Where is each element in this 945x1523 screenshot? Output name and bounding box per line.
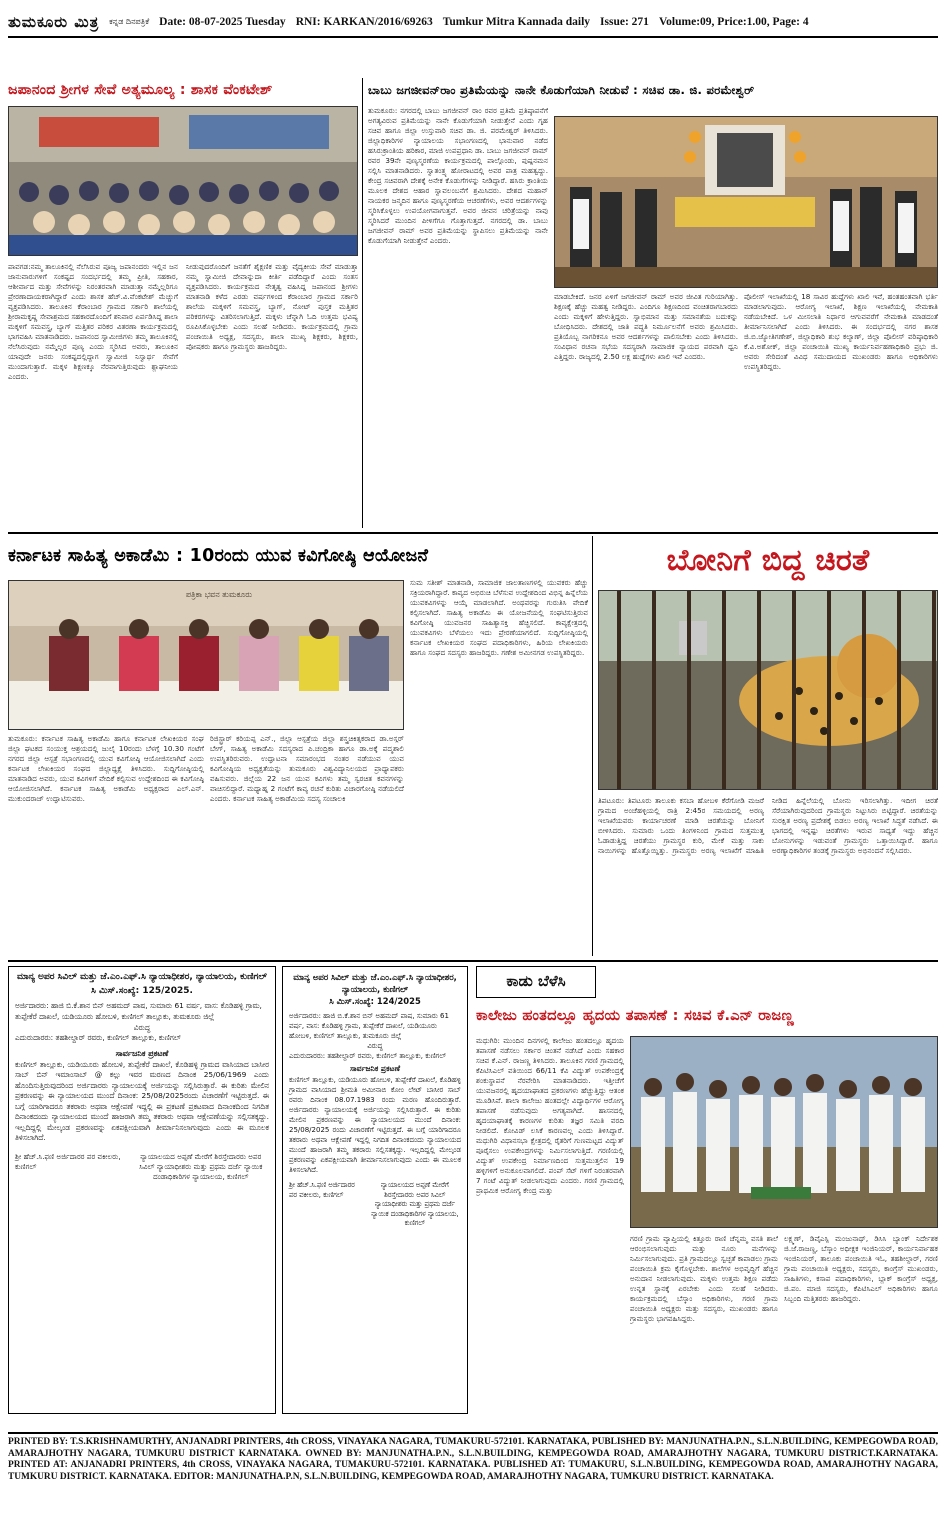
notice-1-case-number: ಸಿ ಮಿಸ್.ಸಂಖ್ಯೆ: 125/2025. (91, 986, 193, 996)
notice-2-body: ಕುಣಿಗಲ್ ತಾಲ್ಲೂಕು, ಯಡಿಯೂರು ಹೋಬಳಿ, ತುಪ್ಪೇಕೆರೆ ದಾಖಲೆ, ಕೊಡಿಹಳ್ಳಿ ಗ್ರಾಮದ ವಾಸಿಯಾದ ಶ್ರೀಮತಿ ಅಮೀನಾಬಿ ಕೋಂ ಲೇಟ್ ಬಾಸೀರ ಸಾಬ್ ರವರು ದಿನಾಂಕ 08.07.1983 ರಂದು ಮರಣ ಹೊಂದಿರುತ್ತಾರೆ. ಅರ್ಜಿದಾರರು ನ್ಯಾಯಾಲಯಕ್ಕೆ ಅರ್ಜಿಯನ್ನು ಸಲ್ಲಿಸಿರುತ್ತಾರೆ. ಈ ಕುರಿತು ಮೇಲಿನ ಪ್ರಕರಣವನ್ನು ಈ ನ್ಯಾಯಾಲಯದ ಮುಂದೆ ದಿನಾಂಕ: 25/08/2025 ರಂದು ವಿಚಾರಣೆಗೆ ಇಟ್ಟಿರುತ್ತದೆ. ಈ ಬಗ್ಗೆ ಯಾರಿಗಾದರೂ ತಕರಾರು ಅಥವಾ ಆಕ್ಷೇಪಣೆ ಇದ್ದಲ್ಲಿ ನಿಗದಿತ ದಿನಾಂಕದಂದು ನ್ಯಾಯಾಲಯದ ಮುಂದೆ ಹಾಜರಾಗಿ ತಮ್ಮ ತಕರಾರು ಸಲ್ಲಿಸತಕ್ಕದ್ದು. ಇಲ್ಲದಿದ್ದಲ್ಲಿ ಮೇಲ್ಕಂಡ ಪ್ರಕರಣವನ್ನು ಏಕಪಕ್ಷೀಯವಾಗಿ ತೀರ್ಮಾನಿಸಲಾಗುವುದು ಎಂದು ಈ ಮೂಲಕ ತಿಳಿಸಲಾಗಿದೆ. (289, 1076, 461, 1174)
article-4-photo (598, 590, 938, 790)
volume-price-page: Volume:09, Price:1.00, Page: 4 (658, 16, 809, 28)
column-divider (592, 536, 593, 956)
notice-1-body: ಕುಣಿಗಲ್ ತಾಲ್ಲೂಕು, ಯಡಿಯೂರು ಹೋಬಳಿ, ತುಪ್ಪೇಕೆರೆ ದಾಖಲೆ, ಕೊಡಿಹಳ್ಳಿ ಗ್ರಾಮದ ವಾಸಿಯಾದ ಬಾಸೀರ ಸಾಬ್ ಬಿನ್ ಇಮಾಂಸಾಬ್ @ ಕಲ್ಲು ಇವರ ಮರಣದ ದಿನಾಂಕ 25/06/1969 ಎಂದು ಹೊಂದಿಸುತ್ತಿರುವುದರಿಂದ ಅರ್ಜಿದಾರರು ನ್ಯಾಯಾಲಯಕ್ಕೆ ಅರ್ಜಿಯನ್ನು ಸಲ್ಲಿಸಿರುತ್ತಾರೆ. ಈ ಕುರಿತು ಮೇಲಿನ ಪ್ರಕರಣವನ್ನು ಈ ನ್ಯಾಯಾಲಯದ ಮುಂದೆ ದಿನಾಂಕ: 25/08/2025ರಂದು ವಿಚಾರಣೆಗೆ ಇಟ್ಟಿರುತ್ತದೆ. ಈ ಬಗ್ಗೆ ಯಾರಿಗಾದರೂ ತಕರಾರು ಅಥವಾ ಆಕ್ಷೇಪಣೆ ಇದ್ದಲ್ಲಿ ಈ ಪ್ರಕಟಣೆ ಪ್ರಕಟವಾದ ದಿನಾಂಕದಿಂದ ನಿಗದಿತ ದಿನಾಂಕದಂದು ನ್ಯಾಯಾಲಯದ ಮುಂದೆ ಹಾಜರಾಗಿ ತಮ್ಮ ತಕರಾರು ಅಥವಾ ಆಕ್ಷೇಪಣೆಯನ್ನು ಸಲ್ಲಿಸತಕ್ಕದ್ದು. ಇಲ್ಲದಿದ್ದಲ್ಲಿ ಮೇಲ್ಕಂಡ ಪ್ರಕರಣವನ್ನು ಏಕಪಕ್ಷೀಯವಾಗಿ ತೀರ್ಮಾನಿಸಲಾಗುವುದು ಎಂದು ಈ ಮೂಲಕ ತಿಳಿಸಲಾಗಿದೆ. (15, 1059, 269, 1142)
article-1-headline: ಜಪಾನಂದ ಶ್ರೀಗಳ ಸೇವೆ ಅತ್ಯಮೂಲ್ಯ : ಶಾಸಕ ವೆಂಕಟೇಶ್ (8, 82, 273, 98)
article-3-column-3: ಸುಮ ಸತೀಶ್ ಮಾತನಾಡಿ, ಸಾಮಾಜಿಕ ಜಾಲತಾಣಗಳಲ್ಲಿ ಯುವಕರು ಹೆಚ್ಚು ಸಕ್ರಿಯರಾಗಿದ್ದಾರೆ. ಕಾವ್ಯದ ಅಭಿರುಚಿ ಬೆಳೆಸುವ ಉದ್ದೇಶದಿಂದ ವಿಭಿನ್ನ ಹಿನ್ನೆಲೆಯ ಯುವಕವಿಗಳನ್ನು ಆಯ್ಕೆ ಮಾಡಲಾಗಿದೆ. ಅಂಥವರನ್ನು ಗುರುತಿಸಿ ವೇದಿಕೆ ಕಲ್ಪಿಸಲಾಗಿದೆ. ಸಾಹಿತ್ಯ ಅಕಾಡೆಮಿ ಈ ಯೋಜನೆಯಲ್ಲಿ ಸಂಘಟಿಸುತ್ತಿರುವ ಕವಿಗೋಷ್ಠಿ ಯುವಜನರ ಸಾಹಿತ್ಯಾಸಕ್ತಿ ಹೆಚ್ಚಿಸಲಿದೆ. ಕಾವ್ಯಕ್ಷೇತ್ರದಲ್ಲಿ ಯುವಕವಿಗಳು ಬೆಳೆಯಲು ಇದು ಪ್ರೇರಣೆಯಾಗಲಿದೆ. ಸುದ್ದಿಗೋಷ್ಠಿಯಲ್ಲಿ ಕರ್ನಾಟಕ ಲೇಖಕಿಯರ ಸಂಘದ ಪದಾಧಿಕಾರಿಗಳು, ಹಿರಿಯ ಲೇಖಕಿಯರು ಹಾಗೂ ಸಂಘದ ಸದಸ್ಯರು ಹಾಜರಿದ್ದರು. ಗಣೇಶ ಅಮೀನಗಡ ಉಪಸ್ಥಿತರಿದ್ದರು. (410, 578, 588, 657)
notice-1-versus: ವಿರುದ್ಧ (133, 1023, 151, 1032)
notice-2-court: ಮಾನ್ಯ ಅಪರ ಸಿವಿಲ್ ಮತ್ತು ಜೆ.ಎಂ.ಎಫ್.ಸಿ ನ್ಯಾಯಾಧೀಶರ, ನ್ಯಾಯಾಲಯ, ಕುಣಿಗಲ್ (293, 972, 457, 994)
article-2-column-1: ತುಮಕೂರು: ನಗರದಲ್ಲಿ ಬಾಬು ಜಗಜೀವನ್ ರಾಂ ರವರ ಪ್ರತಿಮೆ ಪ್ರತಿಷ್ಠಾಪನೆಗೆ ಅಗತ್ಯವಿರುವ ಪ್ರತಿಮೆಯನ್ನು ನಾನೇ ಕೊಡುಗೆಯಾಗಿ ನೀಡುತ್ತೇನೆ ಎಂದು ಗೃಹ ಸಚಿವ ಹಾಗೂ ಜಿಲ್ಲಾ ಉಸ್ತುವಾರಿ ಸಚಿವ ಡಾ. ಜಿ. ಪರಮೇಶ್ವರ್ ತಿಳಿಸಿದರು. ಜಿಲ್ಲಾಧಿಕಾರಿಗಳ ನ್ಯಾಯಾಲಯ ಸಭಾಂಗಣದಲ್ಲಿ ಭಾನುವಾರ ನಡೆದ ಹಸಿರುಕ್ರಾಂತಿಯ ಹರಿಕಾರ, ಮಾಜಿ ಉಪಪ್ರಧಾನಿ ಡಾ. ಬಾಬು ಜಗಜೀವನ್ ರಾಮ್ ರವರ 39ನೇ ಪುಣ್ಯಸ್ಮರಣೆಯ ಕಾರ್ಯಕ್ರಮದಲ್ಲಿ ಪಾಲ್ಗೊಂಡು, ಪುಷ್ಪನಮನ ಸಲ್ಲಿಸಿ ಮಾತನಾಡಿದರು. ಸ್ವಾತಂತ್ರ್ಯ ಹೋರಾಟದಲ್ಲಿ ಅವರ ಪಾತ್ರ ಮಹತ್ವದ್ದು. ಕೇಂದ್ರ ಸಚಿವರಾಗಿ ದೇಶಕ್ಕೆ ಅನೇಕ ಕೊಡುಗೆಗಳನ್ನು ನೀಡಿದ್ದಾರೆ. ಹಸಿರು ಕ್ರಾಂತಿಯ ಮೂಲಕ ದೇಶದ ಆಹಾರ ಸ್ವಾವಲಂಬನೆಗೆ ಶ್ರಮಿಸಿದರು. ದೇಶದ ಮಹಾನ್ ನಾಯಕರ ಜನ್ಮದಿನ ಹಾಗೂ ಪುಣ್ಯಸ್ಮರಣೆಯ ಆಚರಣೆಗಳು, ಅವರ ಆದರ್ಶಗಳನ್ನು ಸ್ಮರಿಸಿಕೊಳ್ಳಲು ಉಪಯೋಗವಾಗುತ್ತವೆ. ಅವರ ಜೀವನ ಚರಿತ್ರೆಯನ್ನು ನಾವು ಸ್ಮರಿಸಿದರೆ ಮುಂದಿನ ಪೀಳಿಗೆಗೂ ಗೊತ್ತಾಗುತ್ತದೆ. ನಗರದಲ್ಲಿ ಡಾ. ಬಾಬು ಜಗಜೀವನ್ ರಾಮ್ ಅವರ ಪ್ರತಿಮೆಯನ್ನು ಸ್ಥಾಪಿಸಲು ಪ್ರತಿಮೆಯನ್ನು ನಾನೇ ಕೊಡುಗೆಯಾಗಿ ನೀಡುತ್ತೇನೆ ಎಂದರು. (368, 106, 548, 245)
article-5-photo (630, 1036, 938, 1228)
article-5-column-3: ಲಕ್ಷ್ಮಣ್, ಡಿವೈಎಸ್ಪಿ ಮಂಜುನಾಥ್, ಡಿಸಿಸಿ ಬ್ಯಾಂಕ್ ನಿರ್ದೇಶಕ ಜಿ.ಜೆ.ರಾಜಣ್ಣ, ಬೆಸ್ಕಾಂ ಅಧೀಕ್ಷಕ ಇಂಜಿನಿಯರ್, ಕಾರ್ಯನಿರ್ವಾಹಕ ಇಂಜಿನಿಯರ್, ತಾಲೂಕು ಪಂಚಾಯಿತಿ ಇಓ, ತಹಶೀಲ್ದಾರ್, ಗರಣಿ ಗ್ರಾಮ ಪಂಚಾಯಿತಿ ಅಧ್ಯಕ್ಷರು, ಸದಸ್ಯರು, ಕಾಂಗ್ರೆಸ್ ಮುಖಂಡರು, ಸಾಹಿತಿಗಳು, ಕಸಾಪ ಪದಾಧಿಕಾರಿಗಳು, ಬ್ಲಾಕ್ ಕಾಂಗ್ರೆಸ್ ಅಧ್ಯಕ್ಷ, ಜಿ.ಪಂ. ಮಾಜಿ ಸದಸ್ಯರು, ಕೆಪಿಟಿಸಿಎಲ್ ಅಧಿಕಾರಿಗಳು ಹಾಗೂ ಸಿಬ್ಬಂದಿ ಮತ್ತಿತರರು ಹಾಜರಿದ್ದರು. (784, 1234, 938, 1303)
article-3-headline: ಕರ್ನಾಟಕ ಸಾಹಿತ್ಯ ಅಕಾಡೆಮಿ : 10ರಂದು ಯುವ ಕವಿಗೋಷ್ಠಿ ಆಯೋಜನೆ (8, 546, 429, 566)
notice-1-court-sign: ನ್ಯಾಯಾಲಯದ ಅಪ್ಪಣೆ ಮೇರೆಗೆ ಶಿರಸ್ತೇದಾರರು ಅಪರ ಸಿವಿಲ್ ನ್ಯಾಯಾಧೀಶರು ಮತ್ತು ಪ್ರಥಮ ದರ್ಜೆ ನ್ಯಾಯಿಕ ದಂಡಾಧಿಕಾರಿಗಳ ನ್ಯಾಯಾಲಯ, ಕುಣಿಗಲ್ (139, 1151, 263, 1181)
notice-2-petitioner: ಅರ್ಜಿದಾರರು: ಹಾಜಿ ಬಿ.ಕೆ.ಶಾನ ಬಿನ್ ಅಹಮದ್ ಪಾಷ, ಸುಮಾರು 61 ವರ್ಷ, ವಾಸ: ಕೊಡಿಹಳ್ಳಿ ಗ್ರಾಮ, ತುಪ್ಪೇಕೆರೆ ದಾಖಲೆ, ಯಡಿಯೂರು ಹೋಬಳಿ, ಕುಣಿಗಲ್ ತಾಲ್ಲೂಕು, ತುಮಕೂರು ಜಿಲ್ಲೆ (289, 1012, 449, 1040)
article-2-column-2: ಮಾಡಬೇಕಿದೆ. ಜನರ ಏಳಿಗೆ ಜಗಜೀವನ್ ರಾಮ್ ಅವರ ಜೀವಿತ ಗುರಿಯಾಗಿತ್ತು. ಶಿಕ್ಷಣಕ್ಕೆ ಹೆಚ್ಚು ಮಹತ್ವ ನೀಡಿದ್ದರು. ಎಂದಿಗೂ ಶಿಕ್ಷಣದಿಂದ ವಂಚಿತರಾಗಬಾರದು ಎಂದು ಮಕ್ಕಳಿಗೆ ಹೇಳುತ್ತಿದ್ದರು. ಸ್ವಾಭಿಮಾನ ಮತ್ತು ಸಮಾನತೆಯ ಬದುಕನ್ನು ಬೋಧಿಸಿದರು. ದೇಶದಲ್ಲಿ ಜಾತಿ ಪದ್ಧತಿ ನಿರ್ಮೂಲನೆಗೆ ಅವರು ಶ್ರಮಿಸಿದರು. ಪ್ರತಿಯೊಬ್ಬ ನಾಗರಿಕನೂ ಅವರ ಆದರ್ಶಗಳನ್ನು ಪಾಲಿಸಬೇಕು ಎಂದು ತಿಳಿಸಿದರು. ಸಂವಿಧಾನ ರಚನಾ ಸಭೆಯ ಸದಸ್ಯರಾಗಿ ಸಾಮಾಜಿಕ ನ್ಯಾಯದ ಪರವಾಗಿ ಧ್ವನಿ ಎತ್ತಿದ್ದರು. ರಾಜ್ಯದಲ್ಲಿ 2.50 ಲಕ್ಷ ಹುದ್ದೆಗಳು ಖಾಲಿ ಇವೆ ಎಂದರು. (554, 292, 738, 361)
article-4-text: ತಿಪಟೂರು: ತಿಪಟೂರು ತಾಲೂಕು ಕಸಬಾ ಹೋಬಳಿ ಕೆರೆಗೋಡಿ ಮಜರೆ ಗ್ರಾಮದ ಅಂಚೆಹಳ್ಳಿಯಲ್ಲಿ ರಾತ್ರಿ 2:45ರ ಸಮಯದಲ್ಲಿ ಅರಣ್ಯ ಇಲಾಖೆಯವರು ಕಾರ್ಯಾಚರಣೆ ಮಾಡಿ ಚಿರತೆಯನ್ನು ಬೋನಿಗೆ ಬೀಳಿಸಿದರು. ಸುಮಾರು ಒಂದು ತಿಂಗಳಿನಿಂದ ಗ್ರಾಮದ ಸುತ್ತಮುತ್ತ ಓಡಾಡುತ್ತಿದ್ದ ಚಿರತೆಯು ಗ್ರಾಮಸ್ಥರ ಕುರಿ, ಮೇಕೆ ಮತ್ತು ಸಾಕು ನಾಯಿಗಳನ್ನು ಹೊತ್ತೊಯ್ದಿತ್ತು. ಗ್ರಾಮಸ್ಥರು ಅರಣ್ಯ ಇಲಾಖೆಗೆ ಮಾಹಿತಿ ನೀಡಿದ ಹಿನ್ನೆಲೆಯಲ್ಲಿ ಬೋನು ಇರಿಸಲಾಗಿತ್ತು. ಇದೀಗ ಚಿರತೆ ಸೆರೆಯಾಗಿರುವುದರಿಂದ ಗ್ರಾಮಸ್ಥರು ನಿಟ್ಟುಸಿರು ಬಿಟ್ಟಿದ್ದಾರೆ. ಚಿರತೆಯನ್ನು ಸುರಕ್ಷಿತ ಅರಣ್ಯ ಪ್ರದೇಶಕ್ಕೆ ಬಿಡಲು ಅರಣ್ಯ ಇಲಾಖೆ ಸಿದ್ಧತೆ ನಡೆಸಿದೆ. ಈ ಭಾಗದಲ್ಲಿ ಇನ್ನಷ್ಟು ಚಿರತೆಗಳು ಇರುವ ಸಾಧ್ಯತೆ ಇದ್ದು ಹೆಚ್ಚಿನ ಬೋನುಗಳನ್ನು ಇಡುವಂತೆ ಗ್ರಾಮಸ್ಥರು ಒತ್ತಾಯಿಸಿದ್ದಾರೆ. ಹಾಗೂ ಅರಣ್ಯಾಧಿಕಾರಿಗಳ ತಂಡಕ್ಕೆ ಗ್ರಾಮಸ್ಥರು ಅಭಿನಂದನೆ ಸಲ್ಲಿಸಿದರು. (598, 796, 938, 855)
leopard-cage-photo-graphic (599, 591, 938, 790)
notice-1-title: ಸಾರ್ವಜನಿಕ ಪ್ರಕಟಣೆ (115, 1048, 169, 1058)
notice-2-advocate: ಶ್ರೀ ಹೆಚ್.ಸಿ.ಫಣಿ ಅರ್ಜಿದಾರರ ಪರ ವಕೀಲರು, ಕುಣಿಗಲ್ (289, 1181, 355, 1199)
paper-name: Tumkur Mitra Kannada daily (442, 16, 591, 28)
article-5-column-1: ಮಧುಗಿರಿ: ಮುಂದಿನ ದಿನಗಳಲ್ಲಿ ಕಾಲೇಜು ಹಂತದಲ್ಲೂ ಹೃದಯ ತಪಾಸಣೆ ನಡೆಸಲು ಸರ್ಕಾರ ಚಿಂತನೆ ನಡೆಸಿದೆ ಎಂದು ಸಹಕಾರ ಸಚಿವ ಕೆ.ಎನ್. ರಾಜಣ್ಣ ತಿಳಿಸಿದರು. ತಾಲೂಕಿನ ಗರಣಿ ಗ್ರಾಮದಲ್ಲಿ ಕೆಪಿಟಿಸಿಎಲ್ ವತಿಯಿಂದ 66/11 ಕೆವಿ ವಿದ್ಯುತ್ ಉಪಕೇಂದ್ರಕ್ಕೆ ಶಂಕುಸ್ಥಾಪನೆ ನೆರವೇರಿಸಿ ಮಾತನಾಡಿದರು. ಇತ್ತೀಚೆಗೆ ಯುವಜನರಲ್ಲಿ ಹೃದಯಾಘಾತದ ಪ್ರಕರಣಗಳು ಹೆಚ್ಚುತ್ತಿದ್ದು ಆತಂಕ ಮೂಡಿಸಿವೆ. ಶಾಲಾ ಕಾಲೇಜು ಹಂತದಲ್ಲೇ ವಿದ್ಯಾರ್ಥಿಗಳ ಆರೋಗ್ಯ ತಪಾಸಣೆ ನಡೆಸುವುದು ಅಗತ್ಯವಾಗಿದೆ. ಹಾಸನದಲ್ಲಿ ಹೃದಯಾಘಾತಕ್ಕೆ ಕಾರಣಗಳ ಕುರಿತು ತಜ್ಞರ ಸಮಿತಿ ವರದಿ ನೀಡಲಿದೆ. ಕೋವಿಡ್ ಲಸಿಕೆ ಕಾರಣವಲ್ಲ ಎಂದು ತಿಳಿಸಿದ್ದಾರೆ. ಮಧುಗಿರಿ ವಿಧಾನಸಭಾ ಕ್ಷೇತ್ರದಲ್ಲಿ ರೈತರಿಗೆ ಗುಣಮಟ್ಟದ ವಿದ್ಯುತ್ ಪೂರೈಸಲು ಉಪಕೇಂದ್ರಗಳನ್ನು ನಿರ್ಮಿಸಲಾಗುತ್ತಿದೆ. ಗರಣಿಯಲ್ಲಿ ವಿದ್ಯುತ್ ಉಪಕೇಂದ್ರ ನಿರ್ಮಾಣದಿಂದ ಸುತ್ತಮುತ್ತಲಿನ 19 ಹಳ್ಳಿಗಳಿಗೆ ಅನುಕೂಲವಾಗಲಿದೆ. ಪಂಪ್ ಸೆಟ್ ಗಳಿಗೆ ನಿರಂತರವಾಗಿ 7 ಗಂಟೆ ವಿದ್ಯುತ್ ನೀಡಲಾಗುವುದು ಎಂದರು. ಗರಣಿ ಗ್ರಾಮದಲ್ಲಿ ಪ್ರಾಥಮಿಕ ಆರೋಗ್ಯ ಕೇಂದ್ರ ಮತ್ತು (476, 1036, 624, 1195)
article-2-photo (554, 116, 938, 288)
article-4-headline: ಬೋನಿಗೆ ಬಿದ್ದ ಚಿರತೆ (666, 543, 870, 578)
school-children-photo-graphic (9, 107, 358, 256)
notice-1-advocate: ಶ್ರೀ ಹೆಚ್.ಸಿ.ಫಣಿ ಅರ್ಜಿದಾರರ ಪರ ವಕೀಲರು, ಕುಣಿಗಲ್ (15, 1151, 121, 1171)
notice-1-respondent: ಎದುರುದಾರರು: ತಹಶೀಲ್ದಾರ್ ರವರು, ಕುಣಿಗಲ್ ತಾಲ್ಲೂಕು, ಕುಣಿಗಲ್ (15, 1033, 181, 1042)
article-3-column-1: ತುಮಕೂರು: ಕರ್ನಾಟಕ ಸಾಹಿತ್ಯ ಅಕಾಡೆಮಿ ಹಾಗೂ ಕರ್ನಾಟಕ ಲೇಖಕಿಯರ ಸಂಘ ಜಿಲ್ಲಾ ಘಟಕದ ಸಂಯುಕ್ತ ಆಶ್ರಯದಲ್ಲಿ ಜುಲೈ 10ರಂದು ಬೆಳಗ್ಗೆ 10.30 ಗಂಟೆಗೆ ನಗರದ ಜಿಲ್ಲಾ ಆಸ್ಪತ್ರೆ ಸಭಾಂಗಣದಲ್ಲಿ ಯುವ ಕವಿಗೋಷ್ಠಿ ಆಯೋಜಿಸಲಾಗಿದೆ ಎಂದು ಕರ್ನಾಟಕ ಲೇಖಕಿಯರ ಸಂಘದ ಜಿಲ್ಲಾಧ್ಯಕ್ಷೆ ತಿಳಿಸಿದರು. ಸುದ್ದಿಗೋಷ್ಠಿಯಲ್ಲಿ ಮಾತನಾಡಿದ ಅವರು, ಯುವ ಕವಿಗಳಿಗೆ ವೇದಿಕೆ ಕಲ್ಪಿಸುವ ಉದ್ದೇಶದಿಂದ ಈ ಕವಿಗೋಷ್ಠಿ ಆಯೋಜಿಸಲಾಗಿದೆ. ಕರ್ನಾಟಕ ಸಾಹಿತ್ಯ ಅಕಾಡೆಮಿ ಅಧ್ಯಕ್ಷರಾದ ಎಲ್.ಎನ್. ಮುಕುಂದರಾಜ್ ಉದ್ಘಾಟಿಸುವರು. (8, 734, 204, 803)
column-divider (362, 78, 363, 528)
press-banner-text: ಪತ್ರಿಕಾ ಭವನ ತುಮಕೂರು (185, 590, 253, 599)
notice-2-respondent: ಎದುರುದಾರರು: ತಹಶೀಲ್ದಾರ್ ರವರು, ಕುಣಿಗಲ್ ತಾಲ್ಲೂಕು, ಕುಣಿಗಲ್ (289, 1052, 447, 1060)
article-1-column-1: ಪಾವಗಡ:ನಮ್ಮ ತಾಲೂಕಿನಲ್ಲಿ ನೆಲೆಸಿರುವ ಪೂಜ್ಯ ಜಪಾನಂದರು ಇಲ್ಲಿನ ಜನ ಜಾನುವಾರುಗಳಿಗೆ ಸಂಕಷ್ಟದ ಸಂದರ್ಭದಲ್ಲಿ ತಮ್ಮ ಪ್ರೀತಿ, ಸಹಕಾರ, ಆಶೀರ್ವಾದ ಮತ್ತು ಸೇವೆಗಳನ್ನು ನಿರಂತರವಾಗಿ ಮಾಡುತ್ತಾ ನಮ್ಮೆಲ್ಲರಿಗೂ ಪ್ರೇರಣಾದಾಯಕರಾಗಿದ್ದಾರೆ ಎಂದು ಶಾಸಕ ಹೆಚ್.ವಿ.ವೆಂಕಟೇಶ್ ಮೆಚ್ಚುಗೆ ವ್ಯಕ್ತಪಡಿಸಿದರು. ತಾಲೂಕಿನ ಕೆರಾಂಬಾರ ಗ್ರಾಮದ ಸರ್ಕಾರಿ ಶಾಲೆಯಲ್ಲಿ ಶ್ರೀರಾಮಕೃಷ್ಣ ಸೇವಾಶ್ರಮದ ಸಹಕಾರದೊಂದಿಗೆ ಶನಿವಾರ ಏರ್ಪಡಿಸಿದ್ದ ಶಾಲಾ ಮಕ್ಕಳಿಗೆ ಸಮವಸ್ತ್ರ, ಬ್ಯಾಗ್ ಮತ್ತಿತರ ಪರಿಕರ ವಿತರಣಾ ಕಾರ್ಯಕ್ರಮದಲ್ಲಿ ಭಾಗವಹಿಸಿ ಮಾತನಾಡಿದರು. ಜಪಾನಂದ ಸ್ವಾಮೀಜಿಗಳು ತಮ್ಮ ತಾಲೂಕಿನಲ್ಲಿ ನೆಲೆಸಿರುವುದು ನಮ್ಮೆಲ್ಲರ ಪುಣ್ಯ ಎಂದು ಸ್ಮರಿಸಿದ ಅವರು, ತಾಲೂಕಿನ ಯಾವುದೇ ಜನರು ಸಂಕಷ್ಟದಲ್ಲಿದ್ದಾಗ ಸ್ವಾಮೀಜಿ ನಿಸ್ವಾರ್ಥ ಸೇವೆಗೆ ಮುಂದಾಗುತ್ತಾರೆ. ಮಕ್ಕಳ ಶಿಕ್ಷಣಕ್ಕೂ ನೆರವಾಗುತ್ತಿರುವುದು ಶ್ಲಾಘನೀಯ ಎಂದರು. (8, 262, 178, 381)
newspaper-logo: ತುಮಕೂರು ಮಿತ್ರ (8, 13, 100, 31)
logo-subtitle: ಕನ್ನಡ ದಿನಪತ್ರಿಕೆ (109, 17, 150, 26)
section-divider (8, 532, 938, 534)
notice-2-court-sign: ನ್ಯಾಯಾಲಯದ ಅಪ್ಪಣೆ ಮೇರೆಗೆ ಶಿರಸ್ತೇದಾರರು ಅಪರ ಸಿವಿಲ್ ನ್ಯಾಯಾಧೀಶರು ಮತ್ತು ಪ್ರಥಮ ದರ್ಜೆ ನ್ಯಾಯಿಕ ದಂಡಾಧಿಕಾರಿಗಳ ನ್ಯಾಯಾಲಯ, ಕುಣಿಗಲ್ (371, 1181, 459, 1227)
kadu-belesi-label: ಕಾಡು ಬೆಳೆಸಿ (476, 966, 596, 998)
section-divider (8, 960, 938, 962)
tribute-ceremony-photo-graphic (555, 117, 938, 288)
imprint-footer: PRINTED BY: T.S.KRISHNAMURTHY, ANJANADRI PRINTERS, 4th CROSS, VINAYAKA NAGARA, TUMAKURU-572101. KARNATAKA, PUBLISHED BY: MANJUNATHA.P.N., S.L.N.BUILDING, KEMPEGOWDA ROAD, AMARAJHOTHY NAGARA, TUMKURU DISTRICT KARNATAKA. OWNED BY: MANJUNATHA.P.N., S.L.N.BUILDING, KEMPEGOWDA ROAD, AMARAJHOTHY NAGARA, TUMKURU DISTRICT.KARNATAKA. PRINTED AT: ANJANADRI PRINTERS, 4th CROSS, VINAYAKA NAGARA, TUMAKURU-572101. KARNATAKA. PUBLISHED AT: TUMAKURU, S.L.N.BUILDING, KEMPEGOWDA ROAD, AMARAJHOTHY NAGARA, TUMKURU DISTRICT. KARNATAKA. EDITOR: MANJUNATHA.P.N, S.L.N.BUILDING, KEMPEGOWDA ROAD, AMARAJHOTHY NAGARA, TUMKURU DISTRICT. KARNATAKA. (8, 1432, 938, 1506)
notice-2-title: ಸಾರ್ವಜನಿಕ ಪ್ರಕಟಣೆ (349, 1064, 400, 1073)
article-1-column-2: ನೀಡುವುದರೊಂದಿಗೆ ಜನತೆಗೆ ಶೈಕ್ಷಣಿಕ ಮತ್ತು ವೈದ್ಯಕೀಯ ಸೇವೆ ಮಾಡುತ್ತಾ ನಮ್ಮ ಸ್ವಾಮೀಜಿ ದೇವಾನ್ನುದಾ ಕೀರ್ತಿ ಪಡೆದಿದ್ದಾರೆ ಎಂದು ಸಂತಸ ವ್ಯಕ್ತಪಡಿಸಿದರು. ಕಾರ್ಯಕ್ರಮದ ನೇತೃತ್ವ ವಹಿಸಿದ್ದ ಜಪಾನಂದ ಶ್ರೀಗಳು ಮಾತನಾಡಿ ಕಳೆದ ಎರಡು ವರ್ಷಗಳಿಂದ ಕೆರಾಂಬಾರ ಗ್ರಾಮದ ಸರ್ಕಾರಿ ಶಾಲೆಯ ಮಕ್ಕಳಿಗೆ ಸಮವಸ್ತ್ರ, ಬ್ಯಾಗ್, ನೋಟ್ ಪುಸ್ತಕ ಮತ್ತಿತರ ಪರಿಕರಗಳನ್ನು ವಿತರಿಸಲಾಗುತ್ತಿದೆ. ಮಕ್ಕಳು ಚೆನ್ನಾಗಿ ಓದಿ ಉತ್ತಮ ಭವಿಷ್ಯ ರೂಪಿಸಿಕೊಳ್ಳಬೇಕು ಎಂದು ಸಲಹೆ ನೀಡಿದರು. ಕಾರ್ಯಕ್ರಮದಲ್ಲಿ ಗ್ರಾಮ ಪಂಚಾಯಿತಿ ಅಧ್ಯಕ್ಷ, ಸದಸ್ಯರು, ಶಾಲಾ ಮುಖ್ಯ ಶಿಕ್ಷಕರು, ಶಿಕ್ಷಕರು, ಪೋಷಕರು ಹಾಗೂ ಗ್ರಾಮಸ್ಥರು ಹಾಜರಿದ್ದರು. (186, 262, 358, 351)
article-2-column-3: ಪೊಲೀಸ್ ಇಲಾಖೆಯಲ್ಲಿ 18 ಸಾವಿರ ಹುದ್ದೆಗಳು ಖಾಲಿ ಇವೆ, ಹಂತಹಂತವಾಗಿ ಭರ್ತಿ ಮಾಡಲಾಗುವುದು. ಆರೋಗ್ಯ ಇಲಾಖೆ, ಶಿಕ್ಷಣ ಇಲಾಖೆಯಲ್ಲಿ ನೇಮಕಾತಿ ನಡೆಯಬೇಕಿದೆ. ಒಳ ಮೀಸಲಾತಿ ನಿರ್ಧಾರ ಆಗುವವರೆಗೆ ನೇಮಕಾತಿ ಮಾಡದಂತೆ ತೀರ್ಮಾನಿಸಲಾಗಿದೆ ಎಂದು ತಿಳಿಸಿದರು. ಈ ಸಂದರ್ಭದಲ್ಲಿ ನಗರ ಶಾಸಕ ಜಿ.ಬಿ.ಜ್ಯೋತಿಗಣೇಶ್, ಜಿಲ್ಲಾಧಿಕಾರಿ ಶುಭ ಕಲ್ಯಾಣ್, ಜಿಲ್ಲಾ ಪೊಲೀಸ್ ವರಿಷ್ಠಾಧಿಕಾರಿ ಕೆ.ವಿ.ಅಶೋಕ್, ಜಿಲ್ಲಾ ಪಂಚಾಯಿತಿ ಮುಖ್ಯ ಕಾರ್ಯನಿರ್ವಹಣಾಧಿಕಾರಿ ಪ್ರಭು ಜಿ. ಅವರು ಸೇರಿದಂತೆ ವಿವಿಧ ಸಮುದಾಯದ ಮುಖಂಡರು ಹಾಗೂ ಅಧಿಕಾರಿಗಳು ಉಪಸ್ಥಿತರಿದ್ದರು. (744, 292, 938, 371)
notice-1-petitioner: ಅರ್ಜಿದಾರರು: ಹಾಜಿ ಬಿ.ಕೆ.ಶಾನ ಬಿನ್ ಅಹಮದ್ ಪಾಷ, ಸುಮಾರು 61 ವರ್ಷ, ವಾಸ: ಕೊಡಿಹಳ್ಳಿ ಗ್ರಾಮ, ತುಪ್ಪೇಕೆರೆ ದಾಖಲೆ, ಯಡಿಯೂರು ಹೋಬಳಿ, ಕುಣಿಗಲ್ ತಾಲ್ಲೂಕು, ತುಮಕೂರು ಜಿಲ್ಲೆ (15, 1001, 262, 1021)
legal-notice-2 (282, 966, 468, 1414)
masthead (8, 8, 938, 38)
article-3-photo (8, 580, 404, 730)
article-3-column-2: ರಿಜಿಸ್ಟ್ರಾರ್ ಕರಿಯಪ್ಪ ಎನ್., ಜಿಲ್ಲಾ ಆಸ್ಪತ್ರೆಯ ಜಿಲ್ಲಾ ಶಸ್ತ್ರಚಿಕಿತ್ಸಕರಾದ ಡಾ.ಅಸ್ಗರ್ ಬೇಗ್, ಸಾಹಿತ್ಯ ಅಕಾಡೆಮಿ ಸದಸ್ಯರಾದ ಪಿ.ಚಂದ್ರಿಕಾ ಹಾಗೂ ಡಾ.ಅಕ್ಕೆ ಪದ್ಮಶಾಲಿ ಉಪಸ್ಥಿತರಿರುವರು. ಉದ್ಘಾಟನಾ ಸಮಾರಂಭದ ನಂತರ ನಡೆಯುವ ಯುವ ಕವಿಗೋಷ್ಠಿಯ ಅಧ್ಯಕ್ಷತೆಯನ್ನು ತುಮಕೂರು ವಿಶ್ವವಿದ್ಯಾನಿಲಯದ ಪ್ರಾಧ್ಯಾಪಕರು ವಹಿಸುವರು. ಜಿಲ್ಲೆಯ 22 ಜನ ಯುವ ಕವಿಗಳು ತಮ್ಮ ಸ್ವರಚಿತ ಕವನಗಳನ್ನು ವಾಚಿಸಲಿದ್ದಾರೆ. ಮಧ್ಯಾಹ್ನ 2 ಗಂಟೆಗೆ ಕಾವ್ಯ ರಚನೆ ಕುರಿತು ವಿಚಾರಗೋಷ್ಠಿ ನಡೆಯಲಿದೆ ಎಂದರು. ಕರ್ನಾಟಕ ಸಾಹಿತ್ಯ ಅಕಾಡೆಮಿಯ ಸದಸ್ಯ ಸಂಚಾಲಕಿ (210, 734, 404, 803)
legal-notice-1 (8, 966, 276, 1414)
foundation-ceremony-photo-graphic (631, 1037, 938, 1228)
issue-number: Issue: 271 (600, 16, 649, 28)
issue-date: Date: 08-07-2025 Tuesday (159, 16, 286, 28)
rni-number: RNI: KARKAN/2016/69263 (295, 16, 433, 28)
notice-2-versus: ವಿರುದ್ಧ (367, 1042, 383, 1050)
article-5-column-2: ಗರಣಿ ಗ್ರಾಮ ವ್ಯಾಪ್ತಿಯಲ್ಲಿ ಕಿತ್ತೂರು ರಾಣಿ ಚೆನ್ನಮ್ಮ ವಸತಿ ಶಾಲೆ ಆರಂಭಿಸಲಾಗುವುದು ಮತ್ತು ನೂರು ಮನೆಗಳನ್ನು ನಿರ್ಮಿಸಲಾಗುವುದು. ಪ್ರತಿ ಗ್ರಾಮದಲ್ಲೂ ಸ್ವಚ್ಛತೆ ಕಾಪಾಡಲು ಗ್ರಾಮ ಪಂಚಾಯಿತಿ ಕ್ರಮ ಕೈಗೊಳ್ಳಬೇಕು. ಶಾಲೆಗಳ ಅಭಿವೃದ್ಧಿಗೆ ಹೆಚ್ಚಿನ ಅನುದಾನ ನೀಡಲಾಗುವುದು. ಮಕ್ಕಳು ಉತ್ತಮ ಶಿಕ್ಷಣ ಪಡೆದು ಉನ್ನತ ಸ್ಥಾನಕ್ಕೆ ಏರಬೇಕು ಎಂದು ಸಲಹೆ ನೀಡಿದರು. ಕಾರ್ಯಕ್ರಮದಲ್ಲಿ ಬೆಸ್ಕಾಂ ಅಧಿಕಾರಿಗಳು, ಗರಣಿ ಗ್ರಾಮ ಪಂಚಾಯಿತಿ ಅಧ್ಯಕ್ಷರು ಮತ್ತು ಸದಸ್ಯರು, ಮುಖಂಡರು ಹಾಗೂ ಗ್ರಾಮಸ್ಥರು ಭಾಗವಹಿಸಿದ್ದರು. (630, 1234, 778, 1323)
article-1-photo (8, 106, 358, 256)
notice-1-court: ಮಾನ್ಯ ಅಪರ ಸಿವಿಲ್ ಮತ್ತು ಜೆ.ಎಂ.ಎಫ್.ಸಿ ನ್ಯಾಯಾಧೀಶರ, ನ್ಯಾಯಾಲಯ, ಕುಣಿಗಲ್ (16, 972, 268, 982)
notice-2-case-number: ಸಿ ಮಿಸ್.ಸಂಖ್ಯೆ: 124/2025 (329, 996, 421, 1006)
article-5-headline: ಕಾಲೇಜು ಹಂತದಲ್ಲೂ ಹೃದಯ ತಪಾಸಣೆ : ಸಚಿವ ಕೆ.ಎನ್ ರಾಜಣ್ಣ (476, 1008, 795, 1024)
article-2-headline: ಬಾಬು ಜಗಜೀವನ್‌ರಾಂ ಪ್ರತಿಮೆಯನ್ನು ನಾನೇ ಕೊಡುಗೆಯಾಗಿ ನೀಡುವೆ : ಸಚಿವ ಡಾ. ಜಿ. ಪರಮೇಶ್ವರ್ (368, 78, 938, 102)
